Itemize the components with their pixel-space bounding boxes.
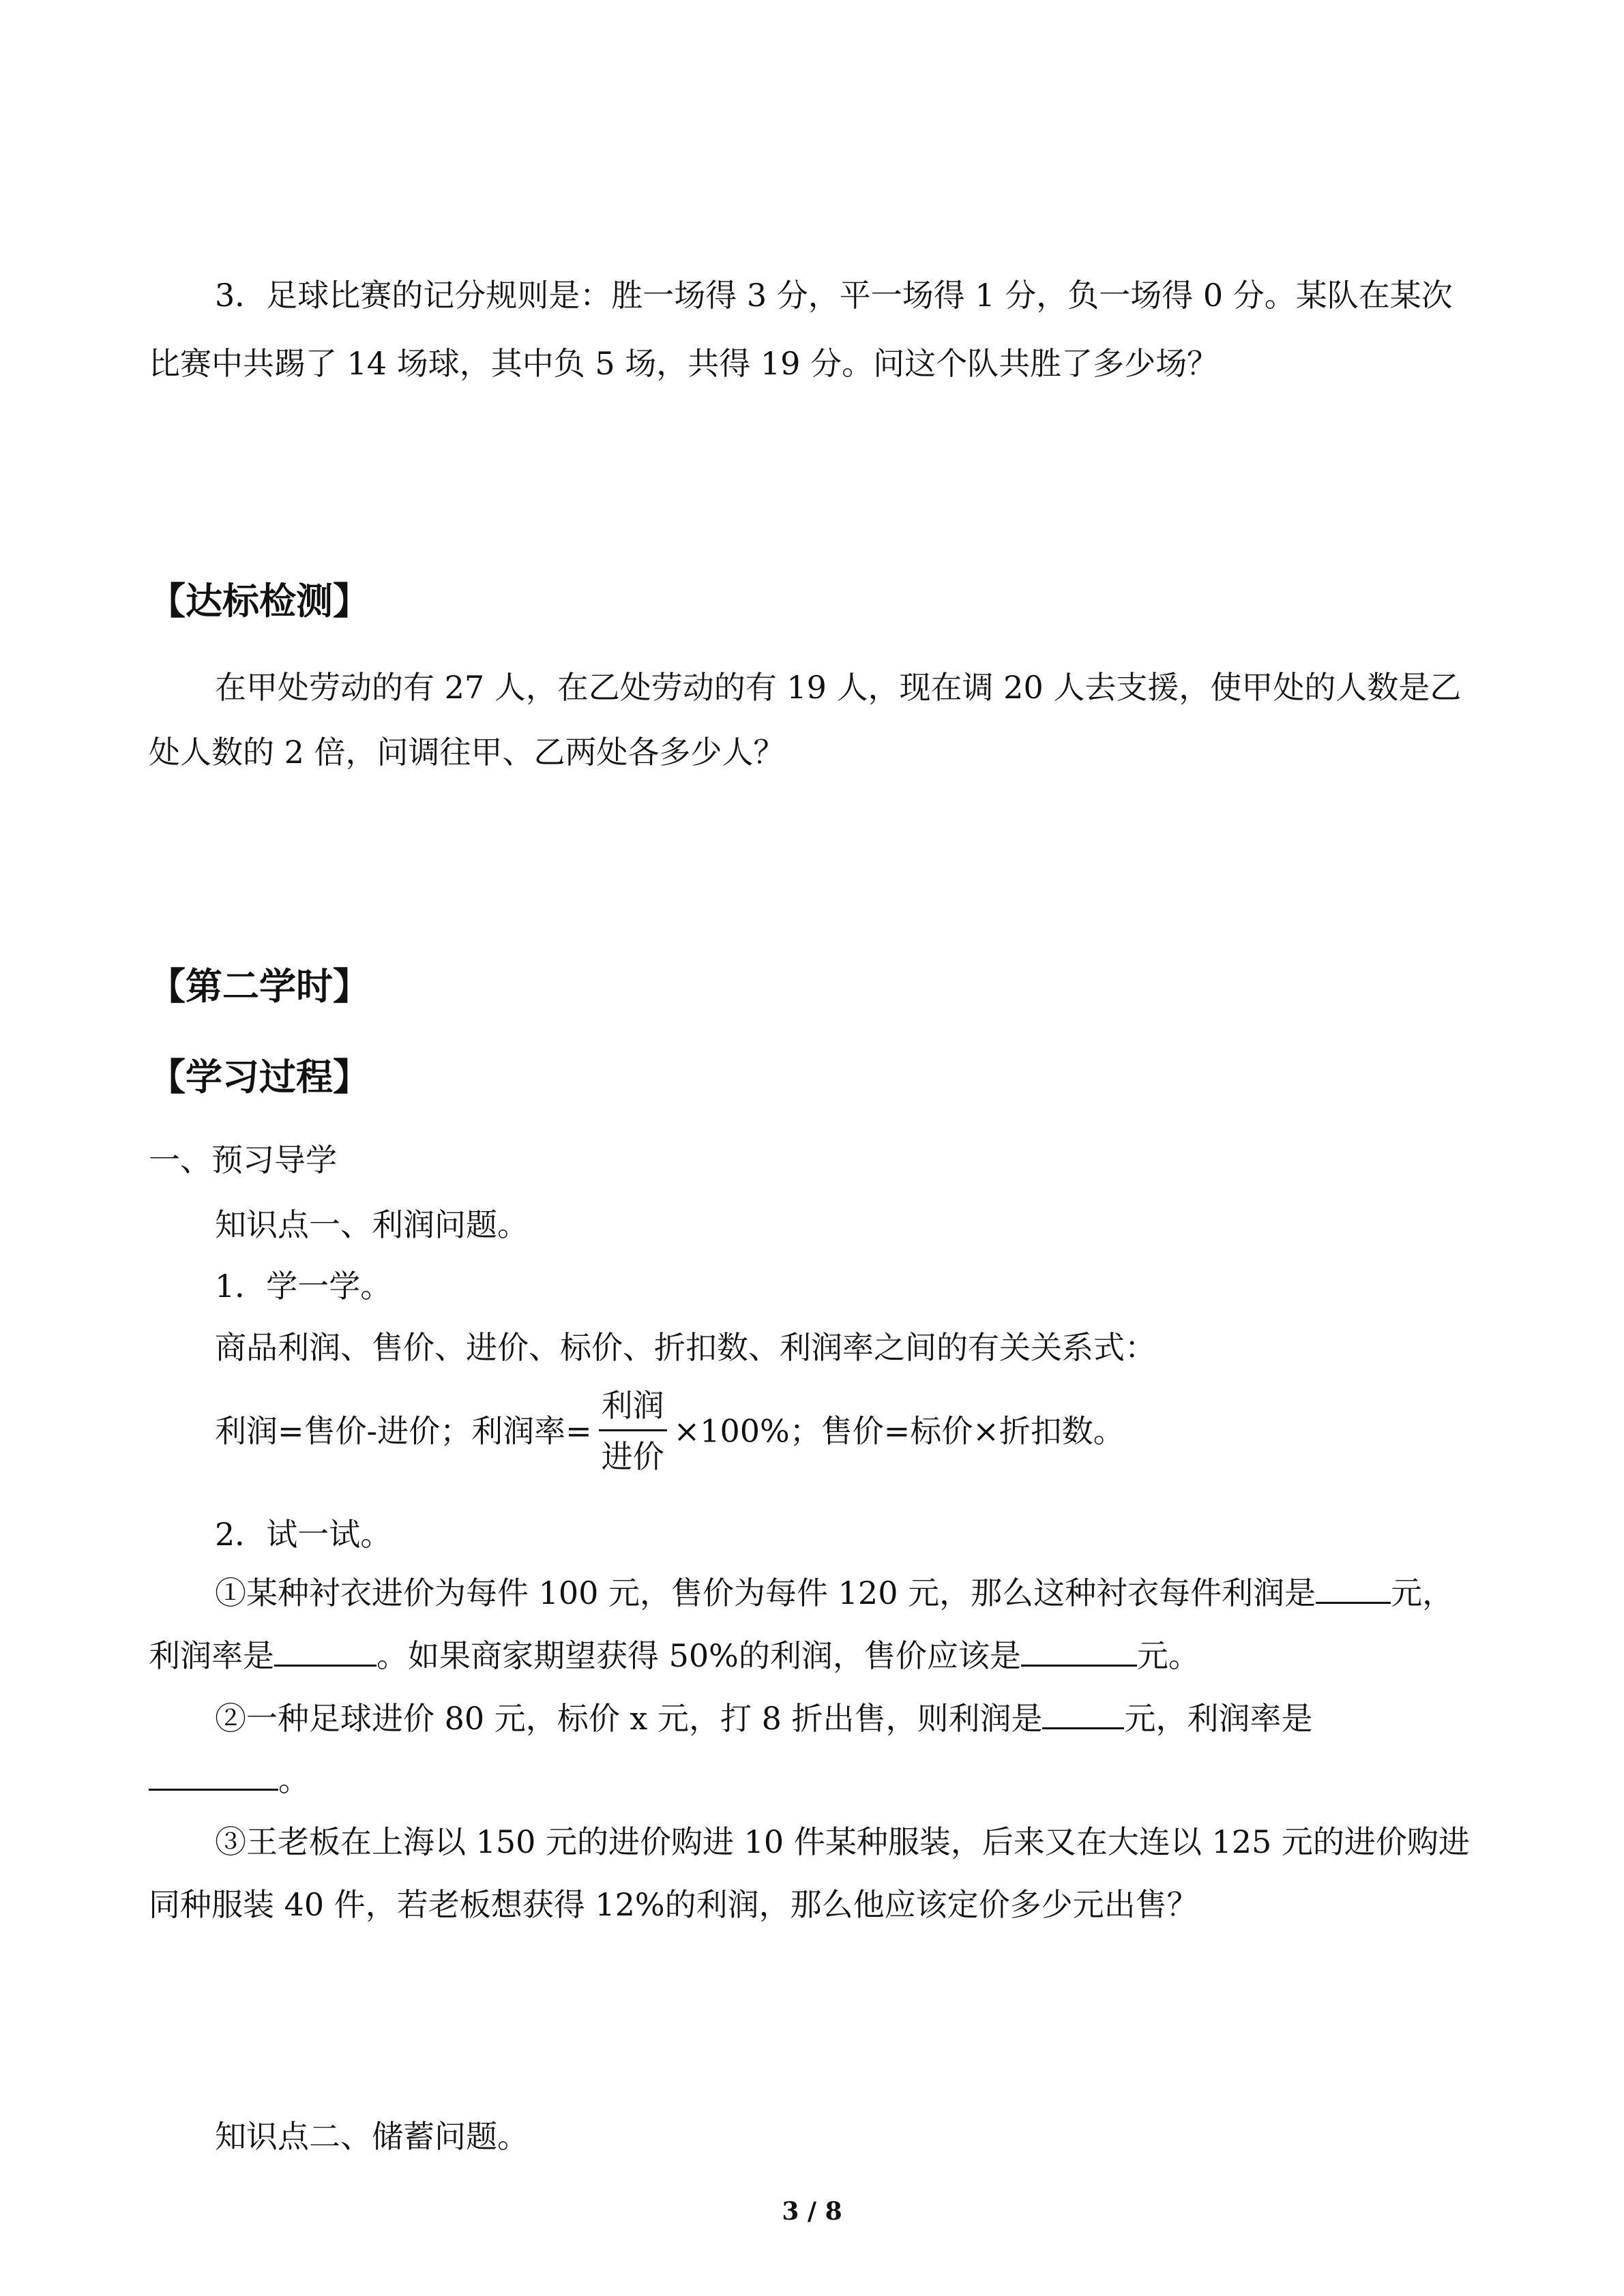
page-number: 3 / 8: [782, 2197, 842, 2226]
q1-text-d: 。如果商家期望获得 50%的利润，售价应该是: [377, 1637, 1021, 1674]
fraction-numerator: 利润: [599, 1384, 667, 1431]
problem3-line1: 3．足球比赛的记分规则是：胜一场得 3 分，平一场得 1 分，负一场得 0 分。某队在某次: [215, 277, 1453, 314]
relation-text: 商品利润、售价、进价、标价、折扣数、利润率之间的有关关系式：: [215, 1329, 1156, 1366]
q1-line1: [215, 1574, 1453, 1612]
learn-title: 1．学一学。: [215, 1268, 392, 1304]
formula-part2: ×100%；售价=标价×折扣数。: [673, 1412, 1125, 1450]
q2-text-b: 元，利润率是: [1124, 1700, 1313, 1737]
kp1-title: 知识点一、利润问题。: [215, 1206, 529, 1243]
profit-formula: [215, 1384, 1125, 1478]
q1-text-c: 利润率是: [149, 1637, 274, 1674]
check-line1: 在甲处劳动的有 27 人，在乙处劳动的有 19 人，现在调 20 人去支援，使甲处的人数是乙: [215, 669, 1462, 706]
q1-profit-blank[interactable]: [1316, 1575, 1391, 1604]
q1-price-blank[interactable]: [1021, 1637, 1137, 1667]
try-title: 2．试一试。: [215, 1516, 392, 1553]
q2-line1: [215, 1699, 1312, 1738]
problem3-line2: 比赛中共踢了 14 场球，其中负 5 场，共得 19 分。问这个队共胜了多少场？: [149, 345, 1219, 382]
q2-line2: [149, 1761, 310, 1799]
q2-rate-blank[interactable]: [149, 1761, 278, 1791]
q3-line2: 同种服装 40 件，若老板想获得 12%的利润，那么他应该定价多少元出售？: [149, 1886, 1198, 1923]
process-heading: 【学习过程】: [149, 1056, 370, 1099]
profit-rate-fraction: [599, 1384, 667, 1478]
q2-text-a: ②一种足球进价 80 元，标价 x 元，打 8 折出售，则利润是: [215, 1700, 1043, 1737]
q1-text-e: 元。: [1136, 1637, 1200, 1674]
formula-part1: 利润=售价-进价；利润率=: [215, 1412, 592, 1450]
fraction-denominator: 进价: [601, 1438, 664, 1475]
q2-profit-blank[interactable]: [1042, 1700, 1124, 1729]
section1-title: 一、预习导学: [149, 1142, 337, 1178]
q1-rate-blank[interactable]: [274, 1637, 377, 1667]
kp2-title: 知识点二、储蓄问题。: [215, 2118, 529, 2155]
q3-line1: ③王老板在上海以 150 元的进价购进 10 件某种服装，后来又在大连以 125 元的进价购进: [215, 1823, 1470, 1860]
q1-text-b: 元，: [1391, 1575, 1454, 1611]
lesson2-heading: 【第二学时】: [149, 965, 370, 1008]
check-line2: 处人数的 2 倍，问调往甲、乙两处各多少人？: [149, 734, 785, 771]
q1-line2: [149, 1637, 1200, 1675]
q2-text-c: 。: [278, 1761, 310, 1798]
q1-text-a: ①某种衬衣进价为每件 100 元，售价为每件 120 元，那么这种衬衣每件利润是: [215, 1575, 1316, 1611]
check-heading: 【达标检测】: [149, 580, 370, 623]
